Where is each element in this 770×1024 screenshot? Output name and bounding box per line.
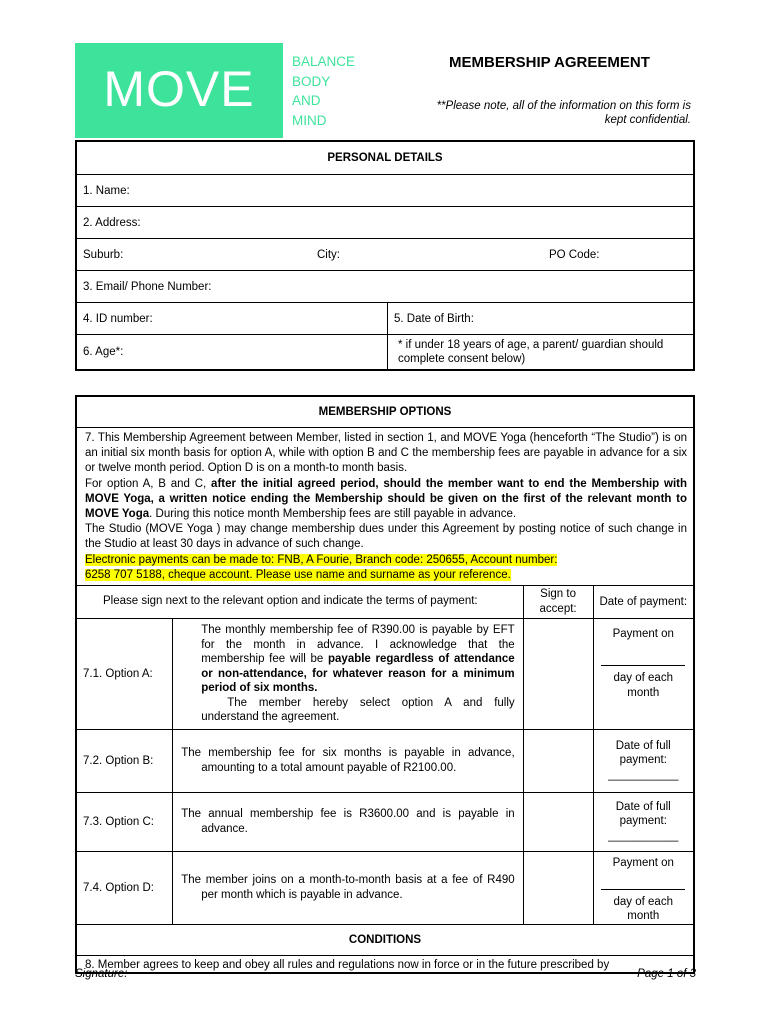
notice-bold: after the initial agreed period, should the member want to end the Membership with MOVE Yoga, a written notice ending the Membership should be given on the first of the relevant month to MOVE Yoga — [85, 477, 688, 521]
payment-details-line: Electronic payments can be made to: FNB, A Fourie, Branch code: 250655, Account number: — [85, 553, 558, 566]
option-a-day-of-month: day of each month — [613, 672, 673, 700]
name-field[interactable]: 1. Name: — [76, 175, 694, 207]
logo — [75, 43, 283, 138]
option-c-text: The annual membership fee is R3600.00 and is payable in advance. — [181, 808, 515, 835]
notice-start: For option A, B and C, — [85, 477, 212, 490]
suburb-label: Suburb: — [83, 248, 124, 261]
payment-details-line: 6258 707 5188, cheque account. Please use name and surname as your reference. — [85, 568, 511, 581]
age-field[interactable]: 6. Age*: — [76, 335, 388, 371]
sign-instruction: Please sign next to the relevant option and indicate the terms of payment: — [76, 586, 523, 619]
option-b-label: 7.2. Option B: — [76, 729, 173, 792]
option-d-label: 7.4. Option D: — [76, 851, 173, 924]
page-title: MEMBERSHIP AGREEMENT — [449, 54, 650, 71]
dob-field[interactable]: 5. Date of Birth: — [388, 303, 695, 335]
option-a-accept: The member hereby select option A and fully understand the agreement. — [201, 696, 515, 724]
terms-paragraph: 7. This Membership Agreement between Member, listed in section 1, and MOVE Yoga (henceforth “The Studio”) is on an initial six month basis for option A, while with option B and C the membership fees are payable in advance for a six or twelve month period. Option D is on a month-to month basis. — [85, 432, 687, 475]
age-note: * if under 18 years of age, a parent/ guardian should complete consent below) — [388, 335, 695, 371]
date-column-header: Date of payment: — [593, 586, 694, 619]
option-c-label: 7.3. Option C: — [76, 792, 173, 851]
option-a-description — [173, 619, 523, 730]
address-field[interactable]: 2. Address: — [76, 207, 694, 239]
blank-line: ___________ — [608, 829, 679, 842]
option-b-payment-cell[interactable] — [593, 729, 694, 792]
po-code-label: PO Code: — [549, 248, 600, 261]
option-a-payment-on: Payment on — [612, 628, 674, 641]
membership-terms — [76, 428, 694, 586]
blank-line — [601, 665, 685, 666]
personal-details-table — [75, 140, 695, 371]
dues-paragraph: The Studio (MOVE Yoga ) may change membership dues under this Agreement by posting notice of such change in the Studio at least 30 days in advance of such change. — [85, 523, 687, 551]
signature-label: Signature: — [75, 968, 128, 980]
option-d-day-of-month: day of each month — [613, 895, 673, 923]
option-c-full-payment: Date of full payment: — [615, 800, 671, 828]
option-d-description — [173, 851, 523, 924]
option-d-text: The member joins on a month-to-month basis at a fee of R490 per month which is payable in advance. — [181, 874, 515, 901]
option-d-payment-on: Payment on — [612, 856, 674, 869]
city-label: City: — [317, 248, 340, 261]
slogan-line: AND — [292, 93, 321, 108]
page-number: Page 1 of 3 — [637, 968, 696, 980]
sign-column-header: Sign to accept: — [523, 586, 593, 619]
blank-line — [601, 889, 685, 890]
blank-line: ___________ — [608, 768, 679, 781]
notice-end: . During this notice month Membership fees are still payable in advance. — [149, 508, 517, 521]
conditions-heading: CONDITIONS — [76, 924, 694, 955]
slogan-line: BODY — [292, 73, 331, 89]
option-c-description — [173, 792, 523, 851]
membership-options-table — [75, 395, 695, 974]
option-c-payment-cell[interactable] — [593, 792, 694, 851]
option-d-sign-cell[interactable] — [523, 851, 593, 924]
option-a-payment-cell[interactable] — [593, 619, 694, 730]
logo-text: MOVE — [103, 61, 255, 117]
personal-details-heading: PERSONAL DETAILS — [76, 141, 694, 175]
slogan — [292, 52, 355, 130]
option-a-text: The monthly membership fee of R390.00 is payable by EFT for the month in advance. I acknowledge that the membership fee will be — [201, 624, 515, 666]
option-b-description — [173, 729, 523, 792]
notice-paragraph — [85, 477, 687, 523]
option-b-full-payment: Date of full payment: — [615, 739, 671, 767]
confidential-note: **Please note, all of the information on this form is kept confidential. — [436, 100, 691, 126]
id-number-field[interactable]: 4. ID number: — [76, 303, 388, 335]
email-phone-field[interactable]: 3. Email/ Phone Number: — [76, 271, 694, 303]
option-d-payment-cell[interactable] — [593, 851, 694, 924]
option-b-text: The membership fee for six months is payable in advance, amounting to a total amount payable of R2100.00. — [181, 747, 515, 774]
option-a-sign-cell[interactable] — [523, 619, 593, 730]
option-c-sign-cell[interactable] — [523, 792, 593, 851]
option-a-bold: payable regardless of attendance or non-attendance, for whatever reason for a minimum period of six months. — [201, 653, 515, 695]
condition-8: 8. Member agrees to keep and obey all rules and regulations now in force or in the future prescribed by — [76, 955, 694, 973]
membership-options-heading: MEMBERSHIP OPTIONS — [76, 396, 694, 428]
suburb-city-po-row[interactable] — [76, 239, 694, 271]
option-b-sign-cell[interactable] — [523, 729, 593, 792]
slogan-line: MIND — [292, 112, 327, 128]
slogan-line: BALANCE — [292, 54, 356, 69]
option-a-label: 7.1. Option A: — [76, 619, 173, 730]
